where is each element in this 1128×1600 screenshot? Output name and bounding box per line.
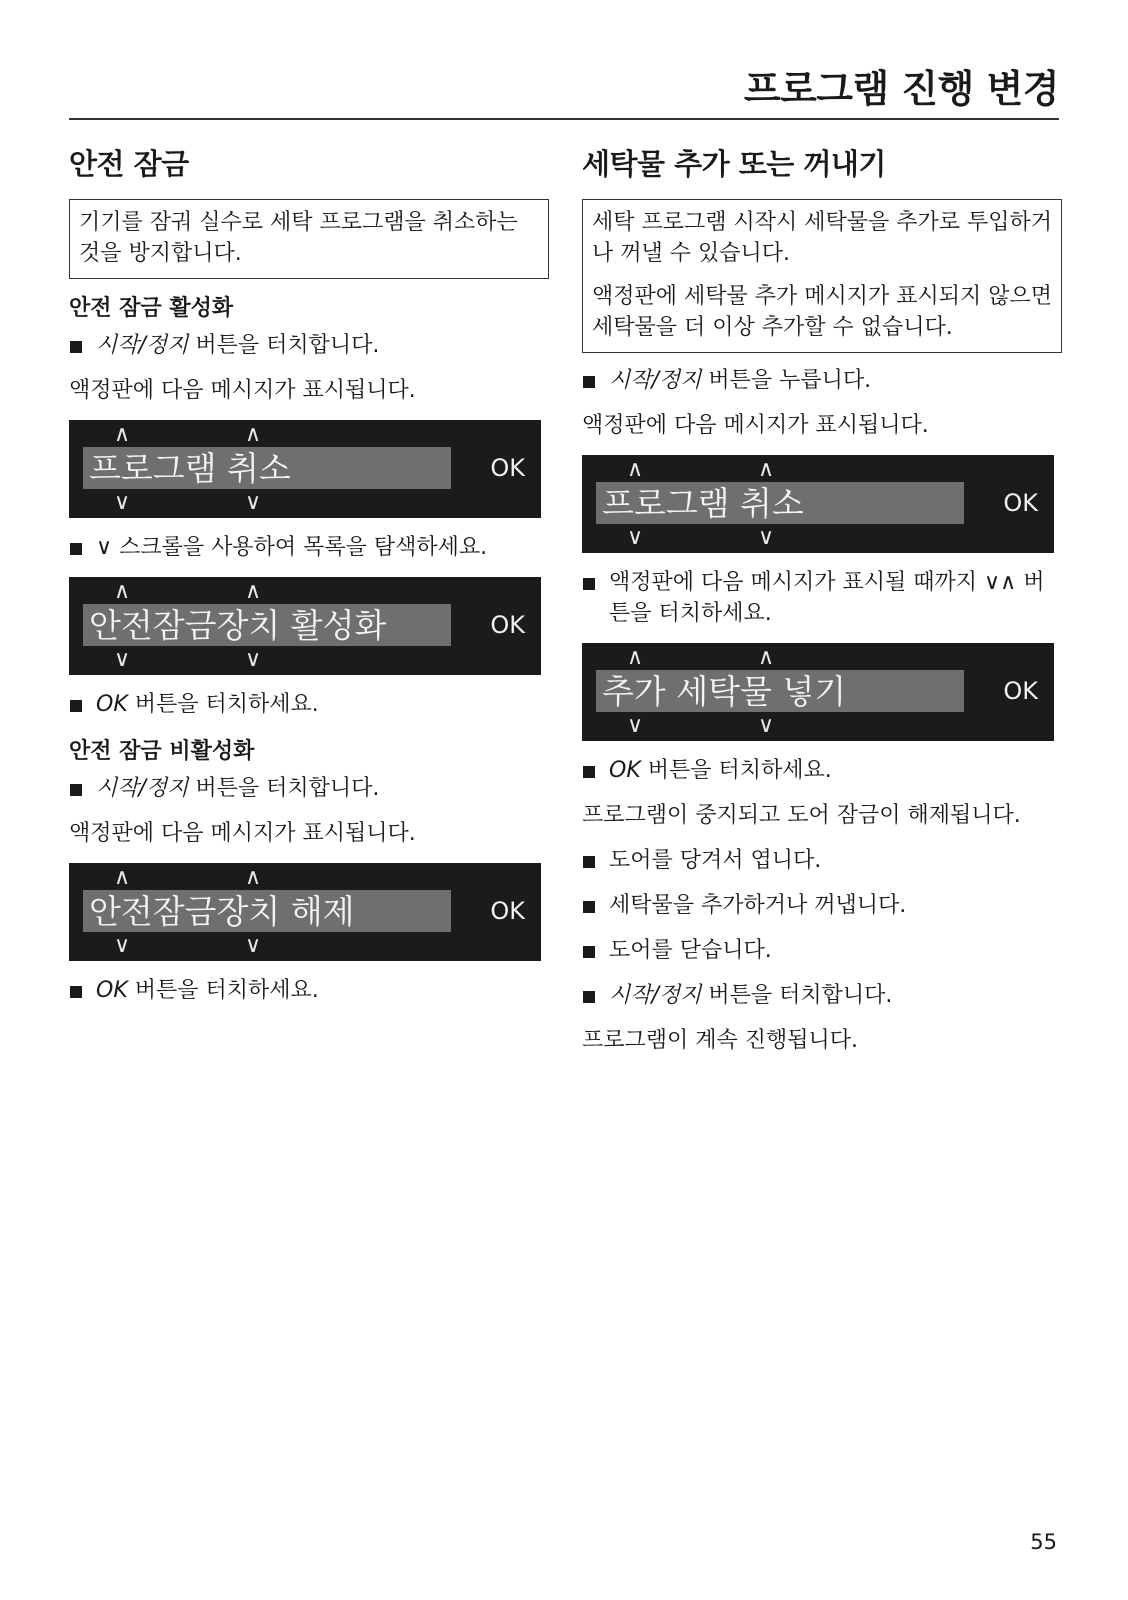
step-text: 버튼을 터치하세요. — [127, 978, 319, 1003]
display-message-text: 액정판에 다음 메시지가 표시됩니다. — [582, 413, 929, 438]
step-text: 세탁물을 추가하거나 꺼냅니다. — [609, 893, 907, 918]
chevron-down-icon: ∨ — [627, 525, 644, 550]
left-column — [69, 140, 549, 1020]
step-text: 버튼을 터치합니다. — [701, 983, 893, 1008]
step-item — [69, 689, 549, 720]
section-title-safety-lock: 안전 잠금 — [69, 147, 189, 181]
bullet-square-icon — [70, 784, 82, 796]
chevron-down-icon: ∨ — [245, 647, 262, 672]
lcd-ok-label: OK — [490, 611, 525, 639]
button-reference: 시작/정지 — [609, 983, 702, 1008]
bullet-square-icon — [70, 341, 82, 353]
lcd-ok-label: OK — [490, 454, 525, 482]
chevron-down-icon: ∨ — [627, 713, 644, 738]
page-header-title: 프로그램 진행 변경 — [743, 67, 1059, 111]
button-reference: 시작/정지 — [609, 368, 702, 393]
subhead-deactivate: 안전 잠금 비활성화 — [69, 739, 255, 764]
chevron-up-icon: ∧ — [758, 645, 775, 670]
chevron-down-icon: ∨ — [245, 490, 262, 515]
lcd-display — [582, 643, 1054, 741]
step-item — [582, 935, 1062, 966]
step-text: 버튼을 누릅니다. — [701, 368, 872, 393]
chevron-up-icon: ∧ — [114, 579, 131, 604]
step-text: 버튼을 터치하세요. — [127, 692, 319, 717]
lcd-display — [69, 420, 541, 518]
section-title-add-laundry: 세탁물 추가 또는 꺼내기 — [582, 147, 886, 181]
bullet-square-icon — [583, 901, 595, 913]
button-reference: OK — [96, 978, 128, 1003]
lcd-display — [69, 863, 541, 961]
chevron-up-icon: ∧ — [627, 457, 644, 482]
step-text: 도어를 닫습니다. — [609, 938, 772, 963]
subhead-activate: 안전 잠금 활성화 — [69, 296, 234, 321]
lcd-ok-label: OK — [1003, 489, 1038, 517]
button-reference: OK — [609, 758, 641, 783]
bullet-square-icon — [583, 856, 595, 868]
step-text: 액정판에 다음 메시지가 표시될 때까지 ∨∧ 버튼을 터치하세요. — [609, 570, 1045, 626]
step-text: 도어를 당겨서 엽니다. — [609, 848, 822, 873]
bullet-square-icon — [583, 946, 595, 958]
button-reference: 시작/정지 — [96, 776, 189, 801]
step-item — [582, 567, 1062, 629]
chevron-down-icon: ∨ — [758, 713, 775, 738]
display-message-text: 액정판에 다음 메시지가 표시됩니다. — [69, 821, 416, 846]
chevron-up-icon: ∧ — [245, 865, 262, 890]
chevron-up-icon: ∧ — [627, 645, 644, 670]
chevron-down-icon: ∨ — [114, 933, 131, 958]
step-text: ∨ 스크롤을 사용하여 목록을 탐색하세요. — [96, 535, 488, 560]
step-text: 버튼을 터치합니다. — [188, 776, 380, 801]
lcd-ok-label: OK — [490, 897, 525, 925]
chevron-down-icon: ∨ — [245, 933, 262, 958]
lcd-selected-item: 추가 세탁물 넣기 — [596, 670, 964, 712]
step-item — [582, 365, 1062, 396]
bullet-square-icon — [70, 986, 82, 998]
right-column — [582, 140, 1062, 1070]
chevron-down-icon: ∨ — [114, 647, 131, 672]
lcd-selected-item: 프로그램 취소 — [596, 482, 964, 524]
chevron-down-icon: ∨ — [758, 525, 775, 550]
lcd-display — [69, 577, 541, 675]
bullet-square-icon — [583, 766, 595, 778]
chevron-down-icon: ∨ — [114, 490, 131, 515]
lcd-selected-item: 안전잠금장치 해제 — [83, 890, 451, 932]
lcd-ok-label: OK — [1003, 677, 1038, 705]
bullet-square-icon — [583, 376, 595, 388]
chevron-up-icon: ∧ — [245, 422, 262, 447]
step-item — [582, 890, 1062, 921]
chevron-up-icon: ∧ — [758, 457, 775, 482]
result-text: 프로그램이 중지되고 도어 잠금이 해제됩니다. — [582, 803, 1021, 828]
lcd-display — [582, 455, 1054, 553]
bullet-square-icon — [70, 543, 82, 555]
display-message-text: 액정판에 다음 메시지가 표시됩니다. — [69, 378, 416, 403]
header-divider — [69, 118, 1059, 120]
step-item — [69, 773, 549, 804]
lcd-selected-item: 안전잠금장치 활성화 — [83, 604, 451, 646]
lcd-selected-item: 프로그램 취소 — [83, 447, 451, 489]
result-text: 프로그램이 계속 진행됩니다. — [582, 1028, 859, 1053]
chevron-up-icon: ∧ — [245, 579, 262, 604]
step-item — [582, 845, 1062, 876]
safety-lock-note — [69, 199, 549, 279]
chevron-up-icon: ∧ — [114, 865, 131, 890]
step-text: 버튼을 터치하세요. — [640, 758, 832, 783]
bullet-square-icon — [70, 700, 82, 712]
note-text: 기기를 잠궈 실수로 세탁 프로그램을 취소하는 것을 방지합니다. — [79, 210, 518, 266]
step-item — [69, 975, 549, 1006]
step-item — [69, 330, 549, 361]
bullet-square-icon — [583, 578, 595, 590]
step-item — [69, 532, 549, 563]
note-text: 액정판에 세탁물 추가 메시지가 표시되지 않으면 세탁물을 더 이상 추가할 수 없습니다. — [592, 284, 1053, 340]
note-text: 세탁 프로그램 시작시 세탁물을 추가로 투입하거나 꺼낼 수 있습니다. — [592, 210, 1053, 266]
step-item — [582, 980, 1062, 1011]
chevron-up-icon: ∧ — [114, 422, 131, 447]
bullet-square-icon — [583, 991, 595, 1003]
step-text: 버튼을 터치합니다. — [188, 333, 380, 358]
page-number: 55 — [1030, 1530, 1057, 1554]
button-reference: 시작/정지 — [96, 333, 189, 358]
step-item — [582, 755, 1062, 786]
add-laundry-note — [582, 199, 1062, 353]
button-reference: OK — [96, 692, 128, 717]
